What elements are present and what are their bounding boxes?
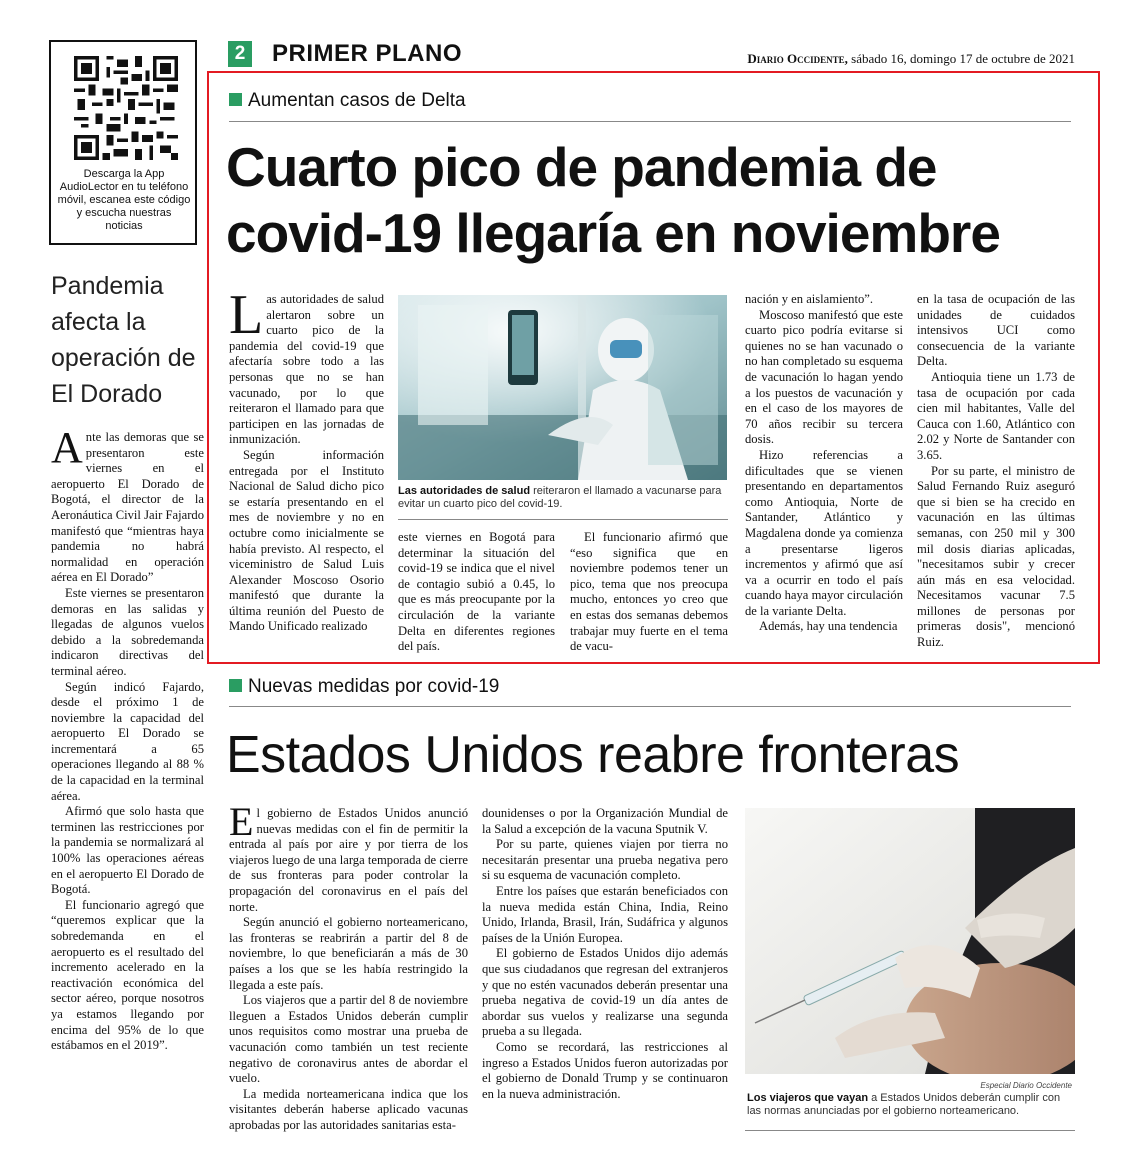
side-story-paragraph: El funcionario agregó que “queremos explicar que la sobredemanda en el aeropuerto es el resultado del incremento acelerado en la reactivación económica del sector aéreo, porque nosotros ya estamos llegando por encima del 95% de lo que estábamos en el 2019”. <box>51 897 204 1053</box>
article1-photo <box>398 295 727 480</box>
qr-instructions: Descarga la App AudioLector en tu teléfono móvil, escanea este código y escucha nuestras noticias <box>57 168 191 232</box>
article1-column-4: nación y en aislamiento”. Moscoso manifestó que este cuarto pico podría evitarse si quienes no se han vacunado o no han completado su esquema de vacunación lo hagan yendo a los puestos de vacunación y en el caso de los mayores de 70 años recibir su tercera dosis. Hizo referencias a dificultades que se vienen presentando en departamentos como Antioquia, Norte de Santander, Atlántico y Magdalena donde ya comienza a presentarse ligeros incrementos y afirmó que así va a ocurrir en todo el país cuando haya mayor circulación de la variante Delta. Además, hay una tendencia <box>745 292 903 634</box>
dateline <box>745 51 1075 67</box>
side-story-paragraph: nte las demoras que se presentaron este viernes en el aeropuerto El Dorado de Bogotá, el director de la Aeronáutica Civil Jair Fajardo manifestó que “mientras haya pandemia no habrá normalidad en operación aérea en El Dorado” <box>51 430 204 585</box>
divider <box>398 519 728 520</box>
article1-photo-caption: Las autoridades de salud reiteraron el llamado a vacunarse para evitar un cuarto pico del covid-19. <box>398 485 722 510</box>
article2-column-1: El gobierno de Estados Unidos anunció nuevas medidas con el fin de permitir la entrada al país por aire y por tierra de los viajeros luego de una larga temporada de cierre de sus fronteras para poder controlar la propagación del coronavirus en el país del norte. Según anunció el gobierno norteamericano, las fronteras se reabrirán a partir del 8 de noviembre, lo que beneficiarán a más de 30 países a los que se les había restringido la llegada a este país. Los viajeros que a partir del 8 de noviembre lleguen a Estados Unidos deberán cumplir unos requisitos como mostrar una prueba de vacunación como también un test reciente negativo de coronavirus antes de abordar el vuelo. La medida norteamericana indica que los visitantes deberán haberse aplicado vacunas aprobadas por las autoridades sanitarias esta- <box>229 799 468 1132</box>
article2-photo <box>745 808 1075 1074</box>
side-story-paragraph: Este viernes se presentaron demoras en las salidas y llegadas de algunos vuelos debido a la sobredemanda indicaron directivas del terminal aéreo. <box>51 585 204 678</box>
article1-column-2: este viernes en Bogotá para determinar la situación del covid-19 se indica que el nivel de contagio subió a 0.45, lo que es más preocupante por la circulación de la variante Delta en diferentes regiones del país. <box>398 530 555 654</box>
side-story-dropcap: A <box>51 423 83 472</box>
side-story-headline: Pandemia afecta la operación de El Dorado <box>51 272 196 408</box>
divider <box>745 1130 1075 1131</box>
section-title: PRIMER PLANO <box>272 40 463 67</box>
article1-column-3: El funcionario afirmó que “eso significa que en noviembre podemos tener un pico, tema que nos preocupa mucho, entonces yo creo que en estas dos semanas debemos trabajar muy fuerte en el tema de vacu- <box>570 530 728 654</box>
qr-promo-box <box>49 40 197 245</box>
article2-headline: Estados Unidos reabre fronteras <box>226 726 960 784</box>
article1-column-1: Las autoridades de salud alertaron sobre un cuarto pico de la pandemia del covid-19 que afectaría sobre todo a las personas que no se han vacunado, por lo que reiteraron el llamado para que participen en las jornadas de inmunización. Según información entregada por el Instituto Nacional de Salud dicho pico se estaría presentando en el mes de noviembre y no en octubre como inicialmente se había previsto. Al respecto, el viceministro de Salud Luis Alexander Moscoso Osorio manifestó que durante la última reunión del Puesto de Mando Unificado realizado <box>229 284 384 634</box>
side-story-paragraph: Afirmó que solo hasta que terminen las restricciones por la pandemia se normalizará al 100% las operaciones aéreas en el aeropuerto El Dorado de Bogotá. <box>51 804 204 897</box>
article2-column-2: dounidenses o por la Organización Mundial de la Salud a excepción de la vacuna Sputnik V. Por su parte, quienes viajen por tierra no necesitarán presentar una prueba negativa pero si su esquema de vacunación completo. Entre los países que estarán beneficiados con la nueva medida están China, India, Reino Unido, Irlanda, Brasil, Irán, Sudáfrica y algunos países de la Unión Europea. El gobierno de Estados Unidos dijo además que sus ciudadanos que regresan del extranjeros y que no estén vacunados deberán presentar una prueba negativa de covid-19 un día antes de abordar sus vuelos y realizarse una segunda prueba a su llegada. Como se recordará, las restricciones al ingreso a Estados Unidos fueron autorizadas por el gobierno de Donald Trump y se continuaron en la nueva administración. <box>482 806 728 1101</box>
side-story-body <box>51 423 204 1054</box>
article1-column-5: en la tasa de ocupación de las unidades de cuidados intensivos UCI como consecuencia de la variante Delta. Antioquia tiene un 1.73 de tasa de ocupación por cada cien mil habitantes, Valle del Cauca con 1.60, Atlántico con 2.02 y Norte de Santander con 3.65. Por su parte, el ministro de Salud Fernando Ruiz aseguró que si bien se ha crecido en vacunación en las últimas semanas, con 250 mil y 300 mil dosis diarias aplicadas, "necesitamos subir y crecer aún más en esa velocidad. Necesitamos vacunar 7.5 millones de personas por primeras dosis", mencionó Ruiz. <box>917 292 1075 650</box>
article1-kicker: Aumentan casos de Delta <box>229 90 466 112</box>
article1-dropcap: L <box>229 284 264 346</box>
article1-headline: Cuarto pico de pandemia de covid-19 llegaría en noviembre <box>226 136 1000 264</box>
side-story-paragraph: Según indicó Fajardo, desde el próximo 1 de noviembre la capacidad del aeropuerto El Dorado se incrementará a 65 operaciones llegando al 88 % de la capacidad en la terminal aérea. <box>51 679 204 803</box>
article2-photo-credit: Especial Diario Occidente <box>980 1081 1072 1090</box>
article2-kicker: Nuevas medidas por covid-19 <box>229 676 499 698</box>
page-number-badge: 2 <box>228 41 252 67</box>
divider <box>229 706 1071 707</box>
issue-date: sábado 16, domingo 17 de octubre de 2021 <box>847 51 1075 66</box>
article2-dropcap: E <box>229 799 254 844</box>
paper-name: Diario Occidente, <box>747 51 848 66</box>
article2-photo-caption: Los viajeros que vayan a Estados Unidos deberán cumplir con las normas anunciadas por el gobierno norteamericano. <box>747 1092 1061 1117</box>
qr-code-icon[interactable] <box>74 56 178 160</box>
kicker-square-icon <box>229 93 242 106</box>
kicker-square-icon <box>229 679 242 692</box>
divider <box>229 121 1071 122</box>
